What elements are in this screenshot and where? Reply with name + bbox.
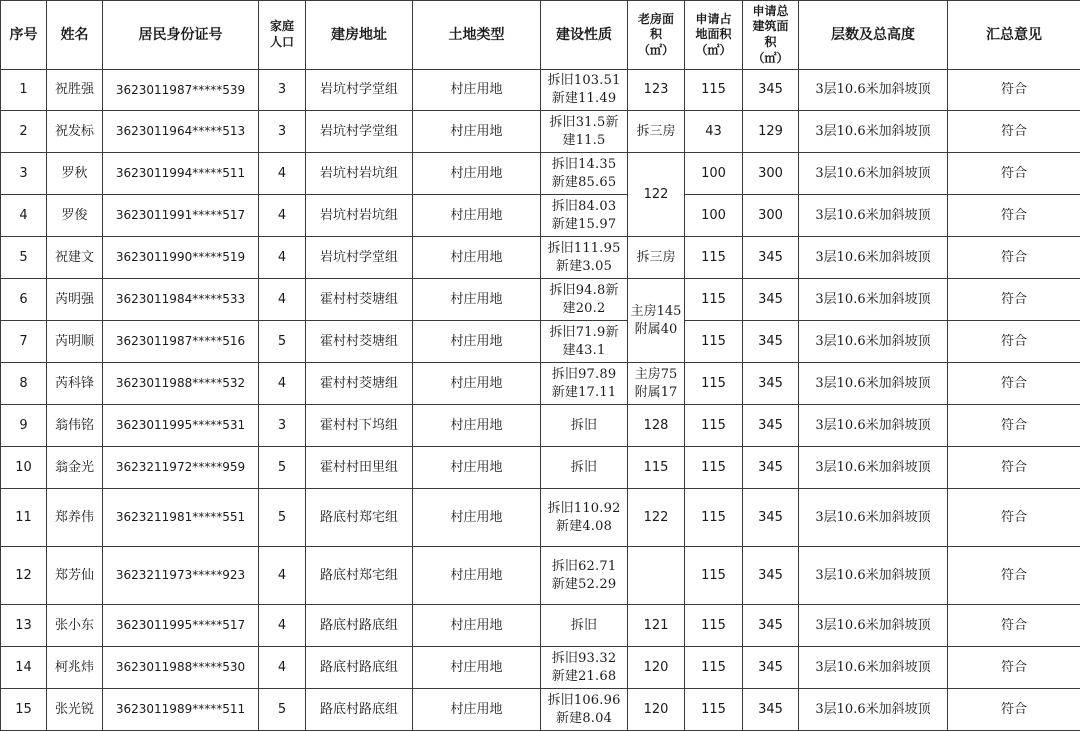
table-row [1, 321, 1080, 363]
table-row [1, 547, 1080, 605]
cell-old-area: 122 [628, 489, 685, 547]
cell-floors: 3层10.6米加斜坡顶 [799, 447, 948, 489]
header-apply-land-line: （㎡） [695, 42, 732, 57]
cell-apply-land: 43 [685, 111, 743, 153]
table-row [1, 363, 1080, 405]
cell-floors: 3层10.6米加斜坡顶 [799, 647, 948, 689]
cell-household: 4 [259, 647, 306, 689]
header-row [1, 1, 1080, 70]
cell-seq: 5 [1, 237, 47, 279]
cell-apply-land: 115 [685, 447, 743, 489]
build-nature-line: 拆旧106.96 [547, 692, 621, 708]
header-id-number: 居民身份证号 [103, 1, 259, 70]
build-nature-line: 拆旧84.03 [551, 198, 617, 214]
build-nature-line: 拆旧 [570, 617, 598, 633]
cell-id-number: 3623011987*****539 [103, 70, 259, 111]
cell-address: 岩坑村学堂组 [306, 70, 413, 111]
cell-name: 柯兆炜 [47, 647, 103, 689]
build-nature-line: 拆旧31.5新 [549, 114, 619, 130]
cell-address: 岩坑村学堂组 [306, 237, 413, 279]
cell-household: 3 [259, 405, 306, 447]
header-old-area-line: （㎡） [637, 42, 674, 57]
cell-household: 5 [259, 489, 306, 547]
cell-old-area [628, 363, 685, 405]
cell-seq: 10 [1, 447, 47, 489]
cell-apply-total: 345 [743, 279, 799, 321]
cell-opinion: 符合 [948, 647, 1080, 689]
cell-apply-total: 345 [743, 321, 799, 363]
header-land-type: 土地类型 [413, 1, 541, 70]
cell-build-nature [541, 547, 628, 605]
table-row [1, 489, 1080, 547]
cell-floors: 3层10.6米加斜坡顶 [799, 279, 948, 321]
cell-build-nature [541, 689, 628, 731]
table-row [1, 237, 1080, 279]
cell-address: 霍村村茭塘组 [306, 279, 413, 321]
cell-old-area: 120 [628, 689, 685, 731]
build-nature-line: 拆旧 [570, 459, 598, 475]
cell-old-area [628, 547, 685, 605]
cell-name: 张小东 [47, 605, 103, 647]
cell-apply-total: 345 [743, 489, 799, 547]
cell-id-number: 3623011988*****530 [103, 647, 259, 689]
header-apply-total-line: （㎡） [752, 50, 789, 65]
cell-apply-total: 300 [743, 195, 799, 237]
build-nature-line: 拆旧62.71 [551, 558, 617, 574]
cell-old-area: 128 [628, 405, 685, 447]
cell-opinion: 符合 [948, 111, 1080, 153]
cell-name: 芮明顺 [47, 321, 103, 363]
header-seq: 序号 [1, 1, 47, 70]
header-apply-land-line: 申请占 [695, 11, 732, 26]
cell-opinion: 符合 [948, 70, 1080, 111]
cell-opinion: 符合 [948, 689, 1080, 731]
cell-opinion: 符合 [948, 237, 1080, 279]
cell-apply-total: 345 [743, 405, 799, 447]
cell-name: 翁伟铭 [47, 405, 103, 447]
cell-address: 霍村村下坞组 [306, 405, 413, 447]
cell-apply-total: 345 [743, 363, 799, 405]
cell-apply-total: 345 [743, 547, 799, 605]
header-apply-land-line: 地面积 [695, 27, 732, 42]
header-name: 姓名 [47, 1, 103, 70]
cell-land-type: 村庄用地 [413, 321, 541, 363]
cell-apply-land: 100 [685, 153, 743, 195]
cell-opinion: 符合 [948, 195, 1080, 237]
cell-address: 路底村路底组 [306, 689, 413, 731]
cell-household: 4 [259, 237, 306, 279]
cell-household: 4 [259, 153, 306, 195]
build-nature-line: 拆旧103.51 [547, 73, 621, 89]
cell-floors: 3层10.6米加斜坡顶 [799, 70, 948, 111]
cell-land-type: 村庄用地 [413, 111, 541, 153]
cell-apply-land: 115 [685, 70, 743, 111]
cell-old-area: 拆三房 [628, 237, 685, 279]
cell-land-type: 村庄用地 [413, 647, 541, 689]
cell-old-area: 115 [628, 447, 685, 489]
cell-id-number: 3623011987*****516 [103, 321, 259, 363]
cell-name: 郑芳仙 [47, 547, 103, 605]
cell-apply-land: 115 [685, 689, 743, 731]
cell-opinion: 符合 [948, 321, 1080, 363]
cell-name: 翁金光 [47, 447, 103, 489]
header-opinion: 汇总意见 [948, 1, 1080, 70]
cell-seq: 9 [1, 405, 47, 447]
build-nature-line: 新建21.68 [551, 668, 617, 684]
cell-old-area [628, 279, 685, 363]
cell-seq: 1 [1, 70, 47, 111]
table-body [1, 70, 1080, 731]
cell-apply-total: 345 [743, 447, 799, 489]
header-apply-total-line: 申请总 [752, 3, 789, 18]
cell-household: 4 [259, 605, 306, 647]
cell-address: 路底村路底组 [306, 605, 413, 647]
cell-land-type: 村庄用地 [413, 195, 541, 237]
build-nature-line: 拆旧94.8新 [549, 282, 619, 298]
cell-opinion: 符合 [948, 405, 1080, 447]
build-nature-line: 建11.5 [562, 132, 606, 148]
build-nature-line: 建20.2 [562, 300, 606, 316]
cell-apply-land: 115 [685, 547, 743, 605]
cell-name: 祝建文 [47, 237, 103, 279]
cell-floors: 3层10.6米加斜坡顶 [799, 489, 948, 547]
cell-id-number: 3623211972*****959 [103, 447, 259, 489]
build-nature-line: 新建4.08 [555, 518, 613, 534]
cell-address: 路底村郑宅组 [306, 547, 413, 605]
cell-land-type: 村庄用地 [413, 689, 541, 731]
header-old-area-line: 积 [649, 27, 662, 42]
cell-floors: 3层10.6米加斜坡顶 [799, 237, 948, 279]
cell-floors: 3层10.6米加斜坡顶 [799, 195, 948, 237]
cell-build-nature [541, 489, 628, 547]
cell-address: 霍村村田里组 [306, 447, 413, 489]
cell-opinion: 符合 [948, 363, 1080, 405]
cell-land-type: 村庄用地 [413, 363, 541, 405]
old-area-line: 主房145 [630, 303, 682, 319]
cell-apply-land: 115 [685, 605, 743, 647]
cell-build-nature [541, 405, 628, 447]
cell-household: 3 [259, 70, 306, 111]
table-row [1, 647, 1080, 689]
cell-old-area: 121 [628, 605, 685, 647]
cell-apply-land: 115 [685, 363, 743, 405]
cell-opinion: 符合 [948, 489, 1080, 547]
cell-seq: 15 [1, 689, 47, 731]
cell-opinion: 符合 [948, 279, 1080, 321]
build-nature-line: 新建11.49 [551, 91, 617, 106]
cell-floors: 3层10.6米加斜坡顶 [799, 363, 948, 405]
old-area-line: 附属17 [634, 384, 678, 400]
cell-name: 祝胜强 [47, 70, 103, 111]
cell-old-area: 122 [628, 153, 685, 237]
table-row [1, 70, 1080, 111]
cell-apply-total: 345 [743, 689, 799, 731]
cell-address: 路底村路底组 [306, 647, 413, 689]
cell-apply-land: 115 [685, 489, 743, 547]
cell-address: 岩坑村岩坑组 [306, 195, 413, 237]
cell-apply-total: 345 [743, 237, 799, 279]
cell-build-nature [541, 70, 628, 111]
cell-household: 5 [259, 321, 306, 363]
cell-old-area: 120 [628, 647, 685, 689]
table-row [1, 279, 1080, 321]
cell-id-number: 3623011964*****513 [103, 111, 259, 153]
build-nature-line: 拆旧71.9新 [549, 324, 619, 340]
cell-floors: 3层10.6米加斜坡顶 [799, 111, 948, 153]
cell-household: 4 [259, 363, 306, 405]
cell-seq: 14 [1, 647, 47, 689]
header-old-area-line: 老房面 [637, 11, 674, 26]
build-nature-line: 拆旧14.35 [551, 156, 617, 172]
table-row [1, 153, 1080, 195]
table-row [1, 447, 1080, 489]
cell-address: 岩坑村学堂组 [306, 111, 413, 153]
cell-seq: 8 [1, 363, 47, 405]
cell-apply-total: 129 [743, 111, 799, 153]
header-apply-total-line: 建筑面 [752, 19, 789, 34]
header-build-nature: 建设性质 [541, 1, 628, 70]
cell-land-type: 村庄用地 [413, 405, 541, 447]
cell-household: 5 [259, 447, 306, 489]
cell-apply-land: 115 [685, 321, 743, 363]
cell-apply-total: 345 [743, 70, 799, 111]
cell-seq: 12 [1, 547, 47, 605]
build-nature-line: 新建52.29 [551, 576, 617, 592]
cell-id-number: 3623011988*****532 [103, 363, 259, 405]
build-nature-line: 新建3.05 [555, 258, 613, 274]
cell-id-number: 3623011995*****517 [103, 605, 259, 647]
cell-floors: 3层10.6米加斜坡顶 [799, 321, 948, 363]
cell-build-nature [541, 195, 628, 237]
cell-address: 岩坑村岩坑组 [306, 153, 413, 195]
cell-opinion: 符合 [948, 153, 1080, 195]
old-area-line: 主房75 [634, 366, 678, 382]
cell-land-type: 村庄用地 [413, 489, 541, 547]
cell-seq: 3 [1, 153, 47, 195]
build-nature-line: 拆旧110.92 [547, 500, 621, 516]
header-apply-total [743, 1, 799, 70]
cell-apply-land: 115 [685, 405, 743, 447]
cell-land-type: 村庄用地 [413, 153, 541, 195]
build-nature-line: 新建15.97 [551, 216, 617, 232]
header-household-line: 人口 [269, 35, 294, 49]
cell-household: 4 [259, 195, 306, 237]
table-row [1, 605, 1080, 647]
cell-id-number: 3623011990*****519 [103, 237, 259, 279]
cell-name: 祝发标 [47, 111, 103, 153]
cell-land-type: 村庄用地 [413, 605, 541, 647]
cell-household: 5 [259, 689, 306, 731]
cell-seq: 6 [1, 279, 47, 321]
cell-land-type: 村庄用地 [413, 547, 541, 605]
cell-id-number: 3623011991*****517 [103, 195, 259, 237]
cell-address: 霍村村茭塘组 [306, 363, 413, 405]
cell-floors: 3层10.6米加斜坡顶 [799, 605, 948, 647]
cell-name: 罗俊 [47, 195, 103, 237]
cell-floors: 3层10.6米加斜坡顶 [799, 689, 948, 731]
cell-build-nature [541, 647, 628, 689]
cell-name: 张光锐 [47, 689, 103, 731]
cell-seq: 2 [1, 111, 47, 153]
cell-apply-land: 115 [685, 237, 743, 279]
cell-build-nature [541, 237, 628, 279]
cell-apply-total: 300 [743, 153, 799, 195]
cell-apply-total: 345 [743, 647, 799, 689]
cell-apply-total: 345 [743, 605, 799, 647]
build-nature-line: 建43.1 [562, 342, 606, 358]
table-row [1, 405, 1080, 447]
cell-household: 4 [259, 279, 306, 321]
build-nature-line: 新建8.04 [555, 710, 613, 726]
cell-id-number: 3623211981*****551 [103, 489, 259, 547]
header-apply-total-line: 积 [764, 35, 777, 49]
cell-name: 郑养伟 [47, 489, 103, 547]
header-floors: 层数及总高度 [799, 1, 948, 70]
build-nature-line: 新建85.65 [551, 174, 617, 190]
cell-opinion: 符合 [948, 605, 1080, 647]
cell-household: 4 [259, 547, 306, 605]
cell-land-type: 村庄用地 [413, 70, 541, 111]
cell-opinion: 符合 [948, 447, 1080, 489]
cell-id-number: 3623011989*****511 [103, 689, 259, 731]
cell-build-nature [541, 153, 628, 195]
cell-old-area: 拆三房 [628, 111, 685, 153]
table-row [1, 111, 1080, 153]
cell-old-area: 123 [628, 70, 685, 111]
build-nature-line: 拆旧97.89 [551, 366, 617, 382]
cell-seq: 7 [1, 321, 47, 363]
cell-build-nature [541, 447, 628, 489]
cell-build-nature [541, 321, 628, 363]
cell-apply-land: 100 [685, 195, 743, 237]
cell-land-type: 村庄用地 [413, 237, 541, 279]
header-household [259, 1, 306, 70]
table-row [1, 195, 1080, 237]
cell-opinion: 符合 [948, 547, 1080, 605]
cell-build-nature [541, 111, 628, 153]
table-row [1, 689, 1080, 731]
cell-id-number: 3623011984*****533 [103, 279, 259, 321]
cell-build-nature [541, 363, 628, 405]
cell-id-number: 3623011994*****511 [103, 153, 259, 195]
old-area-line: 附属40 [634, 321, 678, 337]
build-nature-line: 拆旧111.95 [547, 240, 621, 256]
cell-address: 路底村郑宅组 [306, 489, 413, 547]
cell-apply-land: 115 [685, 647, 743, 689]
cell-name: 芮科锋 [47, 363, 103, 405]
cell-id-number: 3623211973*****923 [103, 547, 259, 605]
cell-apply-land: 115 [685, 279, 743, 321]
build-nature-line: 拆旧93.32 [551, 650, 617, 666]
build-nature-line: 新建17.11 [551, 384, 617, 400]
header-apply-land [685, 1, 743, 70]
build-nature-line: 拆旧 [570, 417, 598, 433]
header-old-area [628, 1, 685, 70]
cell-floors: 3层10.6米加斜坡顶 [799, 153, 948, 195]
cell-build-nature [541, 279, 628, 321]
cell-name: 罗秋 [47, 153, 103, 195]
cell-address: 霍村村茭塘组 [306, 321, 413, 363]
cell-floors: 3层10.6米加斜坡顶 [799, 547, 948, 605]
cell-seq: 11 [1, 489, 47, 547]
header-household-line: 家庭 [269, 19, 294, 34]
cell-land-type: 村庄用地 [413, 279, 541, 321]
cell-floors: 3层10.6米加斜坡顶 [799, 405, 948, 447]
cell-name: 芮明强 [47, 279, 103, 321]
cell-land-type: 村庄用地 [413, 447, 541, 489]
cell-seq: 13 [1, 605, 47, 647]
cell-seq: 4 [1, 195, 47, 237]
cell-build-nature [541, 605, 628, 647]
cell-household: 3 [259, 111, 306, 153]
cell-id-number: 3623011995*****531 [103, 405, 259, 447]
header-address: 建房地址 [306, 1, 413, 70]
